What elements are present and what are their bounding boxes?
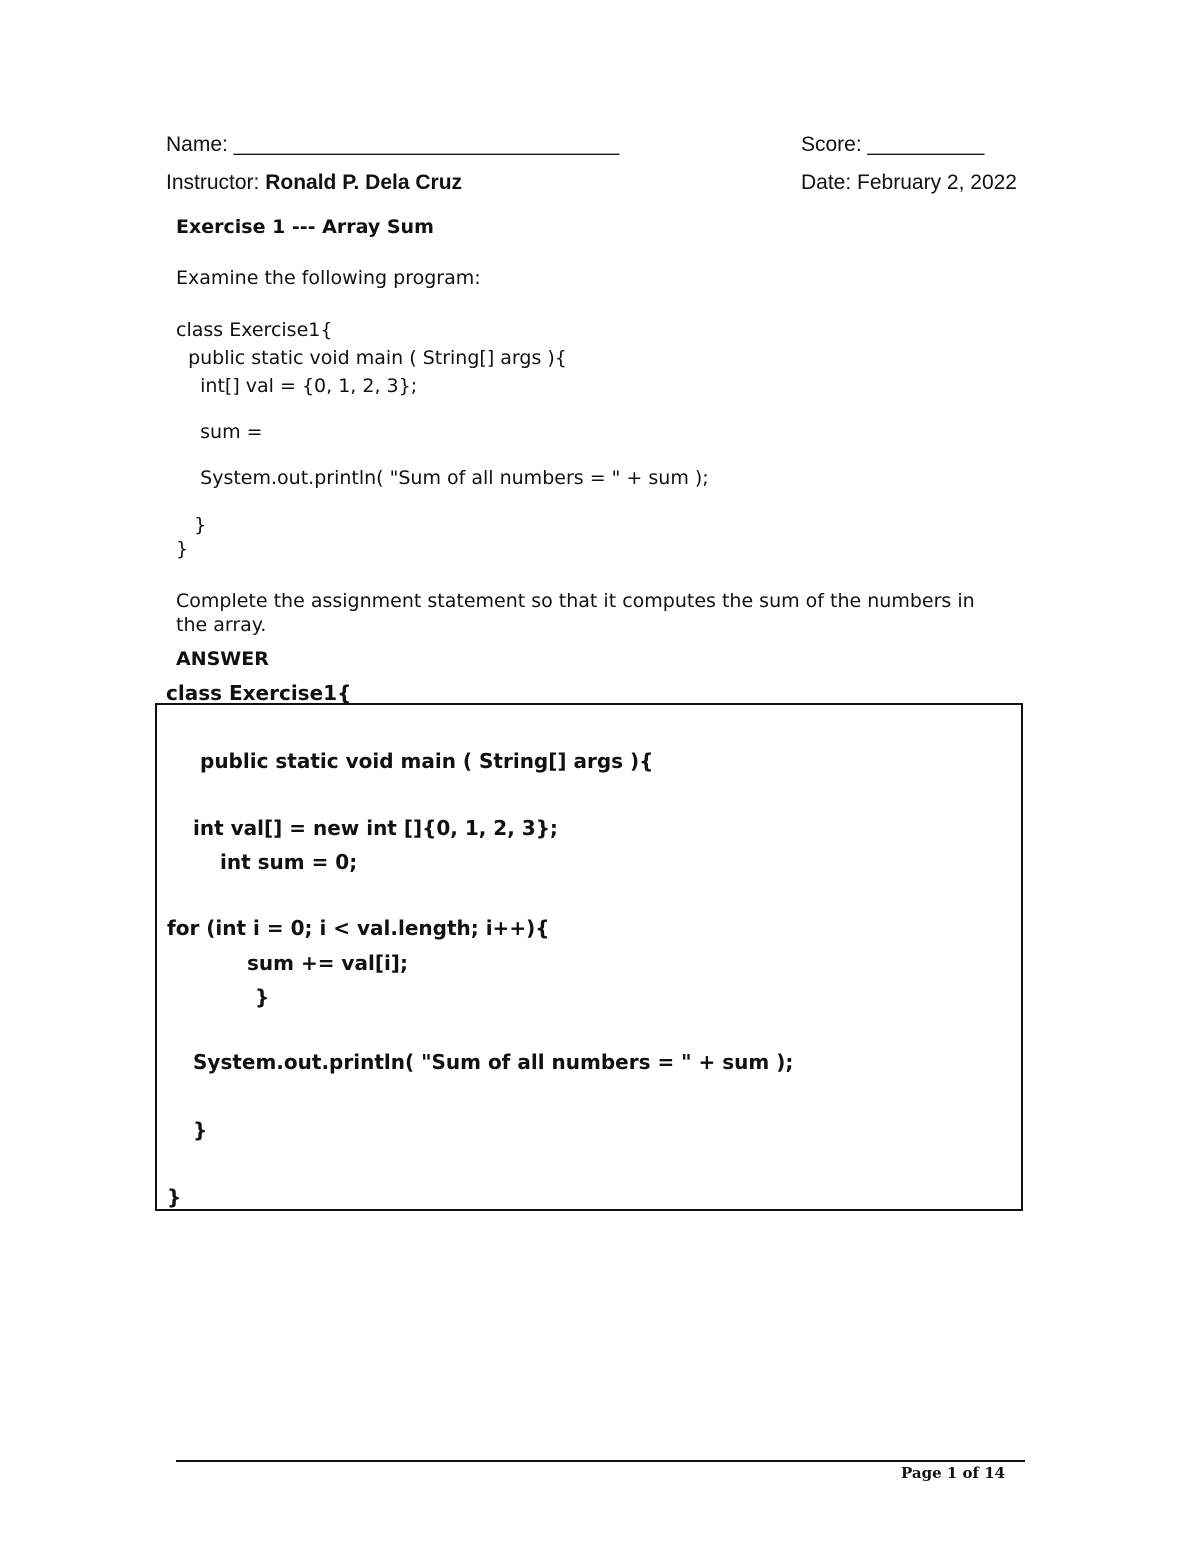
code-line: class Exercise1{ [176, 319, 333, 341]
answer-code-line: } [255, 985, 270, 1009]
code-line: int[] val = {0, 1, 2, 3}; [176, 375, 418, 397]
name-blank: _________________________________ [233, 133, 620, 156]
answer-code-line: int val[] = new int []{0, 1, 2, 3}; [193, 816, 558, 840]
name-label: Name: _________________________________ [166, 133, 620, 156]
answer-class-line: class Exercise1{ [166, 681, 352, 705]
date-value: February 2, 2022 [857, 171, 1017, 194]
instructor-line [166, 172, 462, 193]
answer-code-line: int sum = 0; [220, 850, 358, 874]
code-line: } [176, 514, 207, 536]
instruction-text: Complete the assignment statement so that it computes the sum of the numbers in [176, 590, 975, 612]
instruction-text: the array. [176, 614, 267, 636]
code-line: } [176, 538, 189, 560]
answer-code-line: } [167, 1185, 182, 1209]
footer-rule [176, 1460, 1025, 1462]
code-line: sum = [176, 421, 263, 443]
exercise-title: Exercise 1 --- Array Sum [176, 216, 434, 238]
score-blank: __________ [867, 133, 985, 156]
date-line [801, 172, 1017, 193]
exercise-intro: Examine the following program: [176, 267, 481, 289]
answer-label: ANSWER [176, 648, 269, 670]
instructor-name: Ronald P. Dela Cruz [265, 171, 463, 194]
answer-code-line: } [193, 1118, 208, 1142]
page-number: Page 1 of 14 [901, 1464, 1006, 1482]
answer-code-line: for (int i = 0; i < val.length; i++){ [167, 916, 550, 940]
answer-code-line: sum += val[i]; [247, 951, 408, 975]
answer-code-line: System.out.println( "Sum of all numbers = " + sum ); [193, 1050, 794, 1074]
answer-code-line: public static void main ( String[] args ){ [200, 749, 654, 773]
code-line: System.out.println( "Sum of all numbers = " + sum ); [176, 467, 709, 489]
score-label: Score: __________ [801, 133, 985, 156]
instructor-label: Instructor: [166, 171, 260, 194]
date-label: Date: [801, 171, 852, 194]
code-line: public static void main ( String[] args ){ [176, 347, 567, 369]
